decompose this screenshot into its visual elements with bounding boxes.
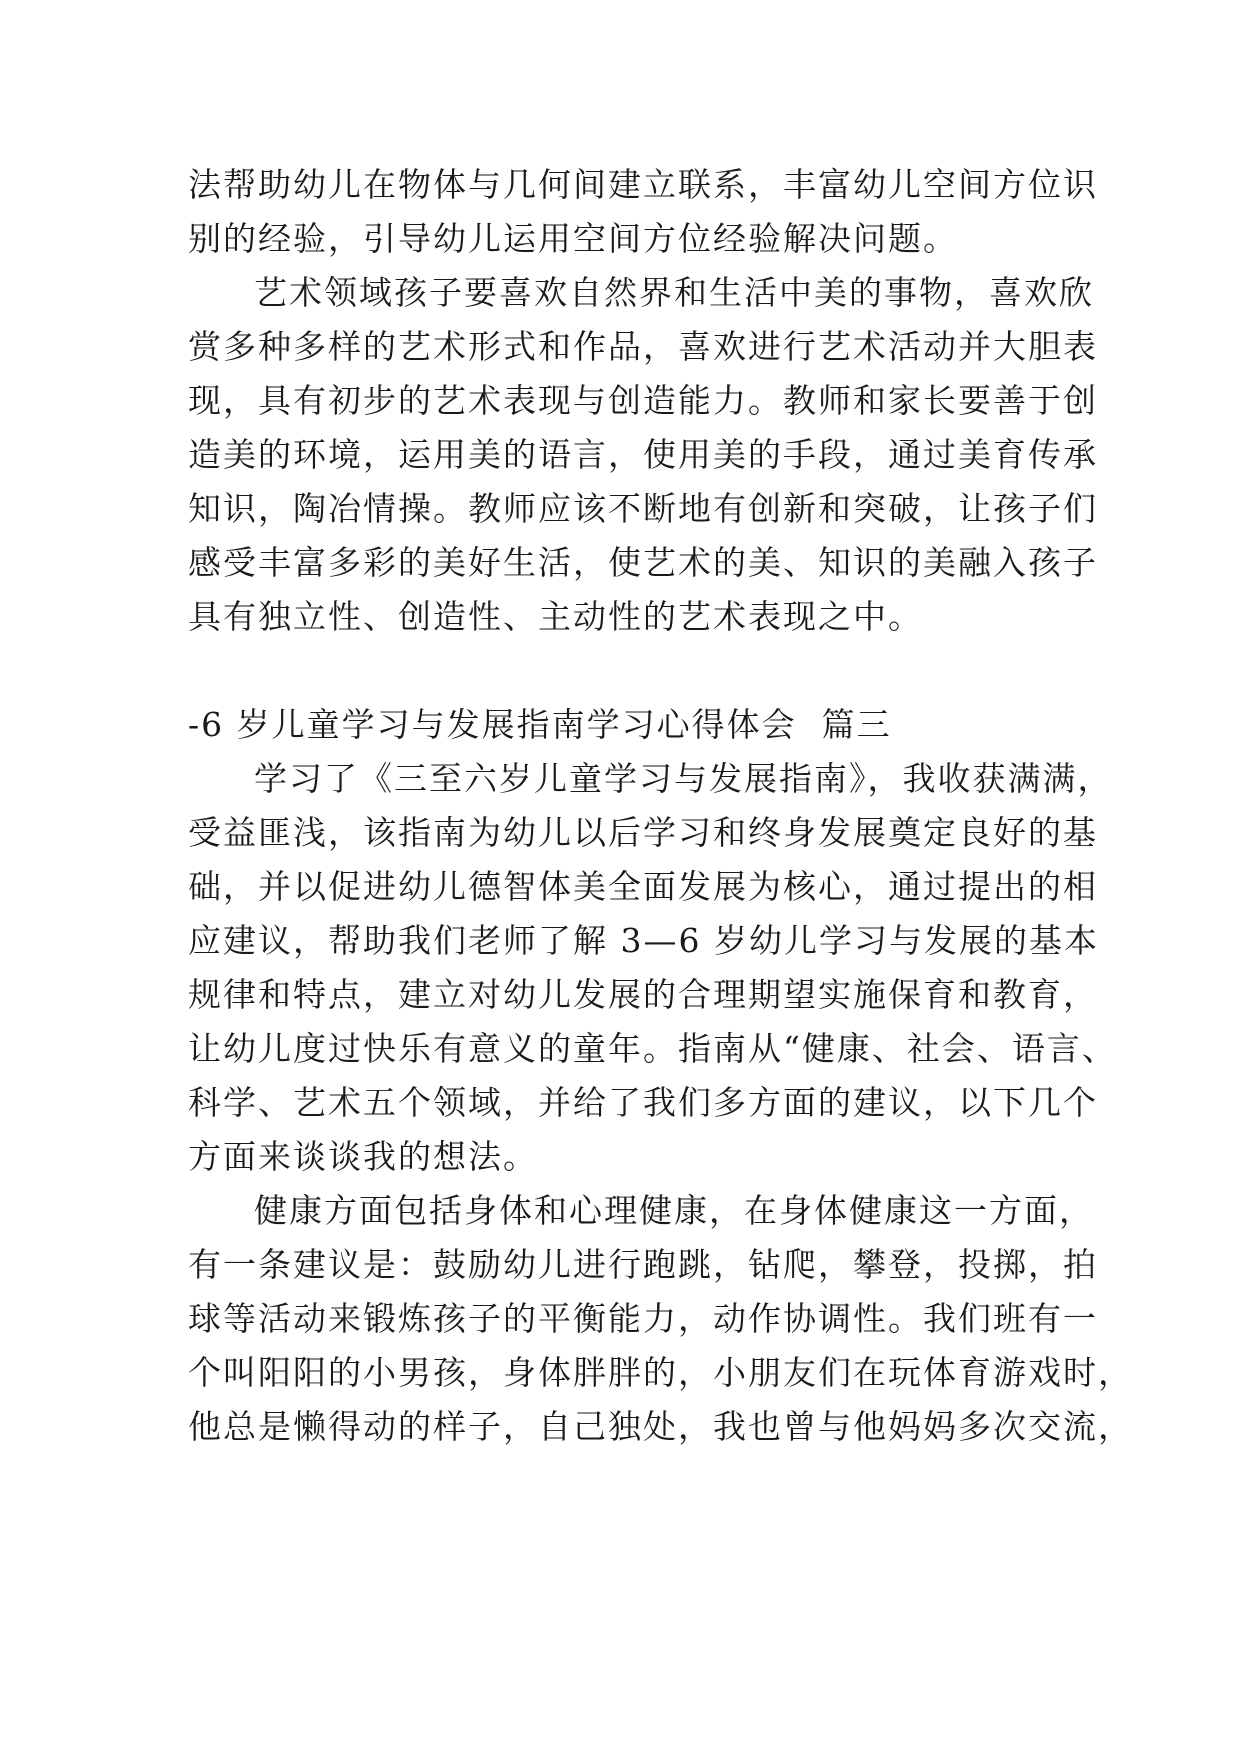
text-line: 个叫阳阳的小男孩，身体胖胖的，小朋友们在玩体育游戏时， — [188, 1353, 1133, 1392]
text-line: 础，并以促进幼儿德智体美全面发展为核心，通过提出的相 — [188, 867, 1098, 906]
section-heading — [188, 698, 1058, 752]
text-line: 应建议，帮助我们老师了解 3—6 岁幼儿学习与发展的基本 — [188, 921, 1099, 960]
text-line: 健康方面包括身体和心理健康，在身体健康这一方面， — [254, 1191, 1094, 1230]
text-line: 艺术领域孩子要喜欢自然界和生活中美的事物，喜欢欣 — [254, 273, 1094, 312]
text-line: 别的经验，引导幼儿运用空间方位经验解决问题。 — [188, 219, 958, 258]
text-line: 学习了《三至六岁儿童学习与发展指南》，我收获满满， — [254, 759, 1113, 798]
section-heading-text: -6 岁儿童学习与发展指南学习心得体会 篇三 — [188, 705, 892, 744]
paragraph-spatial-experience — [188, 158, 1098, 266]
text-line: 有一条建议是：鼓励幼儿进行跑跳，钻爬，攀登，投掷，拍 — [188, 1245, 1098, 1284]
text-line: 方面来谈谈我的想法。 — [188, 1137, 538, 1176]
document-body — [188, 158, 1133, 1454]
text-line: 感受丰富多彩的美好生活，使艺术的美、知识的美融入孩子 — [188, 543, 1098, 582]
text-line: 法帮助幼儿在物体与几何间建立联系，丰富幼儿空间方位识 — [188, 165, 1098, 204]
text-line: 科学、艺术五个领域，并给了我们多方面的建议，以下几个 — [188, 1083, 1098, 1122]
text-line: 现，具有初步的艺术表现与创造能力。教师和家长要善于创 — [188, 381, 1098, 420]
paragraph-health — [188, 1184, 1133, 1454]
text-line: 知识，陶冶情操。教师应该不断地有创新和突破，让孩子们 — [188, 489, 1098, 528]
text-line: 受益匪浅，该指南为幼儿以后学习和终身发展奠定良好的基 — [188, 813, 1098, 852]
paragraph-art-domain — [188, 266, 1098, 644]
text-line: 他总是懒得动的样子，自己独处，我也曾与他妈妈多次交流， — [188, 1407, 1133, 1446]
paragraph-guide-summary — [188, 752, 1117, 1184]
text-line: 规律和特点，建立对幼儿发展的合理期望实施保育和教育， — [188, 975, 1098, 1014]
text-line: 让幼儿度过快乐有意义的童年。指南从“健康、社会、语言、 — [188, 1029, 1117, 1068]
text-line: 赏多种多样的艺术形式和作品，喜欢进行艺术活动并大胆表 — [188, 327, 1098, 366]
text-line: 具有独立性、创造性、主动性的艺术表现之中。 — [188, 597, 923, 636]
text-line: 造美的环境，运用美的语言，使用美的手段，通过美育传承 — [188, 435, 1098, 474]
text-line: 球等活动来锻炼孩子的平衡能力，动作协调性。我们班有一 — [188, 1299, 1098, 1338]
